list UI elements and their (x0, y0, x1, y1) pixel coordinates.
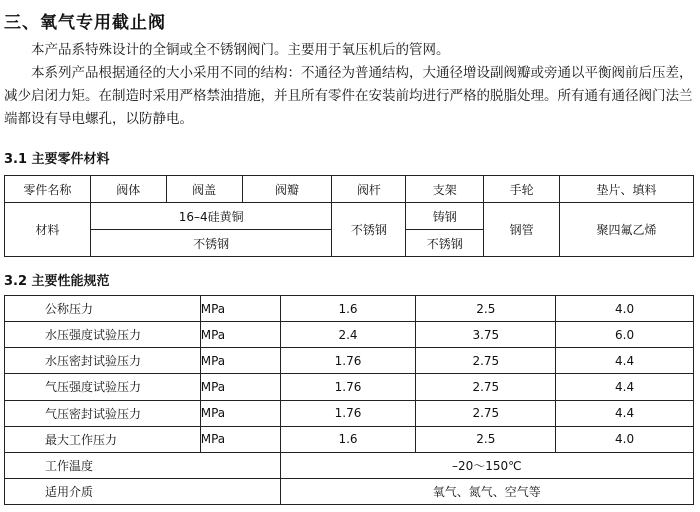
table-row (5, 348, 694, 374)
table-row (5, 400, 694, 426)
table-cell: 4.0 (556, 296, 694, 322)
row-label: 适用介质 (5, 478, 281, 504)
table-row (5, 296, 694, 322)
column-header: 手轮 (484, 176, 560, 203)
performance-heading: 3.2 主要性能规范 (4, 274, 110, 289)
table-row (5, 478, 694, 504)
column-header: 阀盖 (166, 176, 242, 203)
table-cell: 4.4 (556, 348, 694, 374)
materials-heading: 3.1 主要零件材料 (4, 152, 110, 167)
unit-cell: MPa (200, 296, 280, 322)
table-row (5, 426, 694, 452)
row-label: 公称压力 (5, 296, 201, 322)
row-label: 材料 (5, 203, 91, 257)
row-label: 气压强度试验压力 (5, 374, 201, 400)
table-cell: 4.4 (556, 400, 694, 426)
intro-text (4, 39, 694, 131)
unit-cell: MPa (200, 374, 280, 400)
row-label: 水压强度试验压力 (5, 322, 201, 348)
row-label: 工作温度 (5, 452, 281, 478)
row-label: 气压密封试验压力 (5, 400, 201, 426)
section-title: 三、氧气专用截止阀 (4, 13, 166, 33)
table-cell: 铸钢 (406, 203, 484, 230)
column-header: 阀杆 (332, 176, 406, 203)
table-cell: 1.6 (280, 426, 416, 452)
table-cell: 1.76 (280, 348, 416, 374)
unit-cell: MPa (200, 348, 280, 374)
unit-cell: MPa (200, 400, 280, 426)
table-cell: 不锈钢 (332, 203, 406, 257)
column-header: 支架 (406, 176, 484, 203)
table-cell: 1.76 (280, 374, 416, 400)
table-cell: 2.75 (416, 374, 556, 400)
table-cell: 不锈钢 (406, 230, 484, 257)
table-cell: 聚四氟乙烯 (560, 203, 694, 257)
table-cell: 2.4 (280, 322, 416, 348)
table-cell: 钢管 (484, 203, 560, 257)
table-cell: 16–4硅黄铜 (90, 203, 332, 230)
table-cell: 1.76 (280, 400, 416, 426)
column-header: 阀体 (90, 176, 166, 203)
table-row (5, 203, 694, 230)
row-label: 最大工作压力 (5, 426, 201, 452)
unit-cell: MPa (200, 426, 280, 452)
table-cell: 2.75 (416, 348, 556, 374)
table-cell: 2.5 (416, 296, 556, 322)
table-row (5, 322, 694, 348)
paragraph: 本系列产品根据通径的大小采用不同的结构：不通径为普通结构，大通径增设副阀瓣或旁通以平衡阀前后压差，减少启闭力矩。在制造时采用严格禁油措施，并且所有零件在安装前均进行严格的脱脂处理。所有通有通径阀门法兰端都设有导电螺孔，以防静电。 (4, 65, 693, 127)
table-cell: 4.4 (556, 374, 694, 400)
table-header-row (5, 176, 694, 203)
row-label: 水压密封试验压力 (5, 348, 201, 374)
performance-table (4, 295, 694, 505)
table-row (5, 374, 694, 400)
table-cell: 3.75 (416, 322, 556, 348)
table-cell: 2.75 (416, 400, 556, 426)
table-row (5, 452, 694, 478)
table-cell: 氧气、氮气、空气等 (280, 478, 693, 504)
table-cell: –20～150℃ (280, 452, 693, 478)
table-cell: 1.6 (280, 296, 416, 322)
column-header: 阀瓣 (242, 176, 332, 203)
column-header: 垫片、填料 (560, 176, 694, 203)
table-cell: 2.5 (416, 426, 556, 452)
materials-table (4, 175, 694, 257)
paragraph: 本产品系特殊设计的全铜或全不锈钢阀门。主要用于氧压机后的管网。 (31, 42, 450, 58)
table-cell: 6.0 (556, 322, 694, 348)
unit-cell: MPa (200, 322, 280, 348)
table-cell: 4.0 (556, 426, 694, 452)
table-cell: 不锈钢 (90, 230, 332, 257)
column-header: 零件名称 (5, 176, 91, 203)
